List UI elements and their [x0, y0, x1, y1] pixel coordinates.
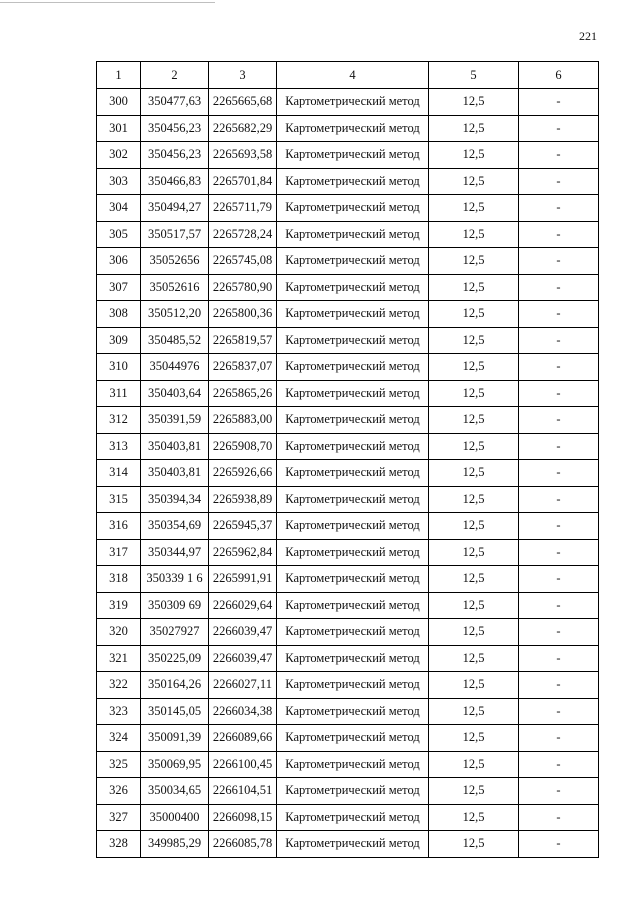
x-coordinate-cell: 350456,23	[141, 115, 209, 142]
x-coordinate-cell: 35000400	[141, 804, 209, 831]
y-coordinate-cell: 2265926,66	[209, 460, 277, 487]
y-coordinate-cell: 2265780,90	[209, 274, 277, 301]
note-cell: -	[519, 301, 599, 328]
point-number-cell: 327	[97, 804, 141, 831]
page-number: 221	[579, 29, 597, 43]
point-number-cell: 303	[97, 168, 141, 195]
note-cell: -	[519, 698, 599, 725]
table-row	[97, 407, 599, 434]
accuracy-cell: 12,5	[429, 539, 519, 566]
point-number-cell: 321	[97, 645, 141, 672]
accuracy-cell: 12,5	[429, 698, 519, 725]
point-number-cell: 315	[97, 486, 141, 513]
point-number-cell: 324	[97, 725, 141, 752]
accuracy-cell: 12,5	[429, 301, 519, 328]
note-cell: -	[519, 645, 599, 672]
table-row	[97, 248, 599, 275]
accuracy-cell: 12,5	[429, 486, 519, 513]
table-row	[97, 301, 599, 328]
accuracy-cell: 12,5	[429, 354, 519, 381]
accuracy-cell: 12,5	[429, 195, 519, 222]
note-cell: -	[519, 539, 599, 566]
point-number-cell: 301	[97, 115, 141, 142]
accuracy-cell: 12,5	[429, 460, 519, 487]
y-coordinate-cell: 2265962,84	[209, 539, 277, 566]
header-cell: 3	[209, 62, 277, 89]
y-coordinate-cell: 2265945,37	[209, 513, 277, 540]
coordinates-table	[96, 61, 599, 858]
note-cell: -	[519, 354, 599, 381]
point-number-cell: 323	[97, 698, 141, 725]
method-cell: Картометрический метод	[277, 698, 429, 725]
method-cell: Картометрический метод	[277, 89, 429, 116]
table-row	[97, 645, 599, 672]
note-cell: -	[519, 751, 599, 778]
note-cell: -	[519, 778, 599, 805]
table-row	[97, 539, 599, 566]
point-number-cell: 313	[97, 433, 141, 460]
accuracy-cell: 12,5	[429, 566, 519, 593]
point-number-cell: 307	[97, 274, 141, 301]
table-row	[97, 115, 599, 142]
table-row	[97, 672, 599, 699]
method-cell: Картометрический метод	[277, 645, 429, 672]
note-cell: -	[519, 566, 599, 593]
y-coordinate-cell: 2265800,36	[209, 301, 277, 328]
x-coordinate-cell: 349985,29	[141, 831, 209, 858]
x-coordinate-cell: 350403,64	[141, 380, 209, 407]
table-row	[97, 142, 599, 169]
header-cell: 4	[277, 62, 429, 89]
accuracy-cell: 12,5	[429, 433, 519, 460]
accuracy-cell: 12,5	[429, 274, 519, 301]
y-coordinate-cell: 2265693,58	[209, 142, 277, 169]
table-row	[97, 195, 599, 222]
table-row	[97, 831, 599, 858]
point-number-cell: 311	[97, 380, 141, 407]
y-coordinate-cell: 2265819,57	[209, 327, 277, 354]
accuracy-cell: 12,5	[429, 142, 519, 169]
top-rule	[0, 2, 215, 3]
accuracy-cell: 12,5	[429, 248, 519, 275]
x-coordinate-cell: 350477,63	[141, 89, 209, 116]
x-coordinate-cell: 35044976	[141, 354, 209, 381]
header-cell: 1	[97, 62, 141, 89]
point-number-cell: 302	[97, 142, 141, 169]
header-cell: 5	[429, 62, 519, 89]
y-coordinate-cell: 2266029,64	[209, 592, 277, 619]
x-coordinate-cell: 350344,97	[141, 539, 209, 566]
header-cell: 6	[519, 62, 599, 89]
x-coordinate-cell: 350403,81	[141, 460, 209, 487]
point-number-cell: 306	[97, 248, 141, 275]
point-number-cell: 320	[97, 619, 141, 646]
note-cell: -	[519, 89, 599, 116]
accuracy-cell: 12,5	[429, 619, 519, 646]
x-coordinate-cell: 350494,27	[141, 195, 209, 222]
note-cell: -	[519, 513, 599, 540]
header-cell: 2	[141, 62, 209, 89]
method-cell: Картометрический метод	[277, 592, 429, 619]
table-row	[97, 89, 599, 116]
x-coordinate-cell: 350145,05	[141, 698, 209, 725]
method-cell: Картометрический метод	[277, 831, 429, 858]
y-coordinate-cell: 2265711,79	[209, 195, 277, 222]
x-coordinate-cell: 35052616	[141, 274, 209, 301]
table-row	[97, 592, 599, 619]
accuracy-cell: 12,5	[429, 778, 519, 805]
y-coordinate-cell: 2266089,66	[209, 725, 277, 752]
method-cell: Картометрический метод	[277, 751, 429, 778]
point-number-cell: 328	[97, 831, 141, 858]
method-cell: Картометрический метод	[277, 380, 429, 407]
x-coordinate-cell: 350034,65	[141, 778, 209, 805]
table-row	[97, 698, 599, 725]
x-coordinate-cell: 350164,26	[141, 672, 209, 699]
table-row	[97, 460, 599, 487]
y-coordinate-cell: 2266104,51	[209, 778, 277, 805]
y-coordinate-cell: 2265865,26	[209, 380, 277, 407]
table-row	[97, 725, 599, 752]
point-number-cell: 317	[97, 539, 141, 566]
table-row	[97, 486, 599, 513]
note-cell: -	[519, 672, 599, 699]
accuracy-cell: 12,5	[429, 831, 519, 858]
accuracy-cell: 12,5	[429, 751, 519, 778]
table-header	[97, 62, 599, 89]
point-number-cell: 319	[97, 592, 141, 619]
x-coordinate-cell: 350512,20	[141, 301, 209, 328]
note-cell: -	[519, 168, 599, 195]
method-cell: Картометрический метод	[277, 778, 429, 805]
method-cell: Картометрический метод	[277, 168, 429, 195]
y-coordinate-cell: 2266100,45	[209, 751, 277, 778]
y-coordinate-cell: 2266098,15	[209, 804, 277, 831]
table-row	[97, 619, 599, 646]
accuracy-cell: 12,5	[429, 115, 519, 142]
method-cell: Картометрический метод	[277, 433, 429, 460]
method-cell: Картометрический метод	[277, 672, 429, 699]
method-cell: Картометрический метод	[277, 301, 429, 328]
table-row	[97, 327, 599, 354]
method-cell: Картометрический метод	[277, 539, 429, 566]
note-cell: -	[519, 831, 599, 858]
note-cell: -	[519, 380, 599, 407]
table-row	[97, 751, 599, 778]
x-coordinate-cell: 350403,81	[141, 433, 209, 460]
note-cell: -	[519, 460, 599, 487]
y-coordinate-cell: 2266085,78	[209, 831, 277, 858]
x-coordinate-cell: 350466,83	[141, 168, 209, 195]
x-coordinate-cell: 350485,52	[141, 327, 209, 354]
accuracy-cell: 12,5	[429, 327, 519, 354]
y-coordinate-cell: 2266034,38	[209, 698, 277, 725]
note-cell: -	[519, 804, 599, 831]
y-coordinate-cell: 2265701,84	[209, 168, 277, 195]
note-cell: -	[519, 327, 599, 354]
method-cell: Картометрический метод	[277, 725, 429, 752]
table-row	[97, 566, 599, 593]
x-coordinate-cell: 350069,95	[141, 751, 209, 778]
note-cell: -	[519, 725, 599, 752]
point-number-cell: 305	[97, 221, 141, 248]
point-number-cell: 318	[97, 566, 141, 593]
method-cell: Картометрический метод	[277, 248, 429, 275]
point-number-cell: 304	[97, 195, 141, 222]
y-coordinate-cell: 2265682,29	[209, 115, 277, 142]
method-cell: Картометрический метод	[277, 804, 429, 831]
x-coordinate-cell: 350394,34	[141, 486, 209, 513]
point-number-cell: 312	[97, 407, 141, 434]
y-coordinate-cell: 2265908,70	[209, 433, 277, 460]
accuracy-cell: 12,5	[429, 221, 519, 248]
method-cell: Картометрический метод	[277, 142, 429, 169]
note-cell: -	[519, 619, 599, 646]
point-number-cell: 325	[97, 751, 141, 778]
y-coordinate-cell: 2265991,91	[209, 566, 277, 593]
x-coordinate-cell: 350225,09	[141, 645, 209, 672]
point-number-cell: 326	[97, 778, 141, 805]
table-row	[97, 221, 599, 248]
note-cell: -	[519, 433, 599, 460]
x-coordinate-cell: 350517,57	[141, 221, 209, 248]
x-coordinate-cell: 35052656	[141, 248, 209, 275]
method-cell: Картометрический метод	[277, 513, 429, 540]
x-coordinate-cell: 350391,59	[141, 407, 209, 434]
point-number-cell: 314	[97, 460, 141, 487]
method-cell: Картометрический метод	[277, 195, 429, 222]
note-cell: -	[519, 195, 599, 222]
method-cell: Картометрический метод	[277, 619, 429, 646]
y-coordinate-cell: 2265837,07	[209, 354, 277, 381]
note-cell: -	[519, 115, 599, 142]
x-coordinate-cell: 350091,39	[141, 725, 209, 752]
note-cell: -	[519, 248, 599, 275]
y-coordinate-cell: 2265883,00	[209, 407, 277, 434]
x-coordinate-cell: 35027927	[141, 619, 209, 646]
point-number-cell: 316	[97, 513, 141, 540]
accuracy-cell: 12,5	[429, 89, 519, 116]
y-coordinate-cell: 2265745,08	[209, 248, 277, 275]
note-cell: -	[519, 486, 599, 513]
x-coordinate-cell: 350309 69	[141, 592, 209, 619]
table-row	[97, 433, 599, 460]
table-row	[97, 168, 599, 195]
table-row	[97, 804, 599, 831]
y-coordinate-cell: 2265728,24	[209, 221, 277, 248]
note-cell: -	[519, 221, 599, 248]
accuracy-cell: 12,5	[429, 645, 519, 672]
y-coordinate-cell: 2266027,11	[209, 672, 277, 699]
point-number-cell: 322	[97, 672, 141, 699]
table-body	[97, 89, 599, 858]
method-cell: Картометрический метод	[277, 354, 429, 381]
note-cell: -	[519, 407, 599, 434]
table-row	[97, 513, 599, 540]
x-coordinate-cell: 350456,23	[141, 142, 209, 169]
method-cell: Картометрический метод	[277, 274, 429, 301]
accuracy-cell: 12,5	[429, 513, 519, 540]
table-row	[97, 778, 599, 805]
x-coordinate-cell: 350339 1 6	[141, 566, 209, 593]
method-cell: Картометрический метод	[277, 460, 429, 487]
method-cell: Картометрический метод	[277, 221, 429, 248]
point-number-cell: 300	[97, 89, 141, 116]
y-coordinate-cell: 2265665,68	[209, 89, 277, 116]
accuracy-cell: 12,5	[429, 592, 519, 619]
method-cell: Картометрический метод	[277, 486, 429, 513]
table-row	[97, 354, 599, 381]
accuracy-cell: 12,5	[429, 725, 519, 752]
point-number-cell: 310	[97, 354, 141, 381]
accuracy-cell: 12,5	[429, 804, 519, 831]
accuracy-cell: 12,5	[429, 672, 519, 699]
method-cell: Картометрический метод	[277, 327, 429, 354]
note-cell: -	[519, 274, 599, 301]
note-cell: -	[519, 592, 599, 619]
method-cell: Картометрический метод	[277, 407, 429, 434]
point-number-cell: 309	[97, 327, 141, 354]
header-row	[97, 62, 599, 89]
table-row	[97, 274, 599, 301]
y-coordinate-cell: 2266039,47	[209, 619, 277, 646]
accuracy-cell: 12,5	[429, 168, 519, 195]
y-coordinate-cell: 2265938,89	[209, 486, 277, 513]
accuracy-cell: 12,5	[429, 407, 519, 434]
y-coordinate-cell: 2266039,47	[209, 645, 277, 672]
x-coordinate-cell: 350354,69	[141, 513, 209, 540]
point-number-cell: 308	[97, 301, 141, 328]
accuracy-cell: 12,5	[429, 380, 519, 407]
method-cell: Картометрический метод	[277, 566, 429, 593]
note-cell: -	[519, 142, 599, 169]
method-cell: Картометрический метод	[277, 115, 429, 142]
table-row	[97, 380, 599, 407]
